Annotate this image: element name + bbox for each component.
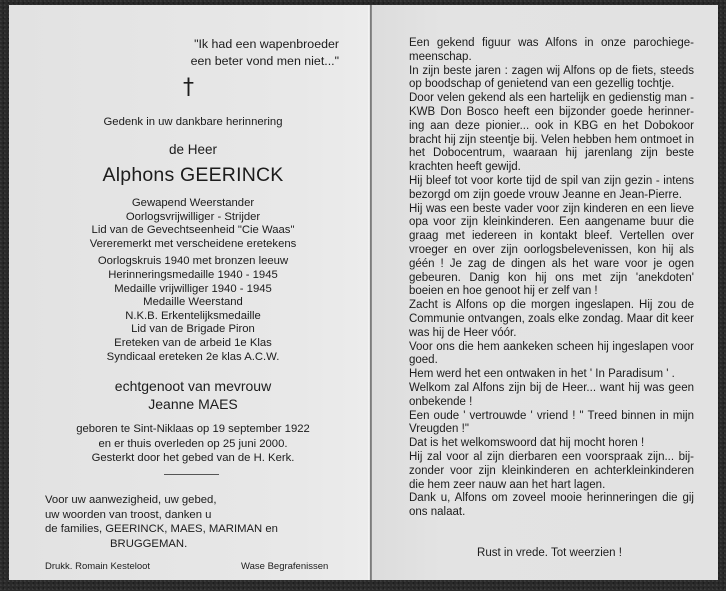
eulogy-paragraph: Hij bleef tot voor korte tijd de spil van zijn gezin - intens bezorgd om zijn goede vrouw Jeanne en Jean-Pierre.	[409, 174, 694, 201]
honor-item: Gewapend Weerstander	[131, 197, 255, 209]
honor-item: Herinneringsmedaille 1940 - 1945	[108, 268, 278, 281]
closing-line: Rust in vrede. Tot weerzien !	[477, 547, 622, 559]
quote-line: een beter vond men niet..."	[190, 54, 339, 68]
title-text: de Heer	[168, 142, 218, 157]
eulogy-paragraph: Dank u, Alfons om zoveel mooie herinneringen die gij ons nalaat.	[409, 492, 694, 519]
spouse-block	[9, 377, 377, 413]
death-line: en er thuis overleden op 25 juni 2000.	[98, 437, 288, 450]
honors-list	[9, 197, 377, 364]
printer-credit: Drukk. Romain Kesteloot	[45, 561, 151, 572]
eulogy-paragraph: Een oude ' vertrouwde ' vriend ! " Treed binnen in mijn Vreugden !"	[409, 409, 694, 436]
eulogy-paragraph: Voor ons die hem aankeken scheen hij ingeslapen voor goed.	[409, 340, 694, 367]
eulogy-paragraph: Zacht is Alfons op die morgen ingeslapen. Hij zou de Communie ontvangen, zoals elke zondag. Maar dit keer was hij de Heer vóór.	[409, 299, 694, 339]
thanks-block	[45, 493, 278, 551]
honor-item: Ereteken van de arbeid 1e Klas	[114, 336, 272, 349]
honor-item: Syndicaal ereteken 2e klas A.C.W.	[106, 350, 280, 363]
eulogy-paragraph: Hem werd het een ontwaken in het ' In Paradisum ' .	[409, 368, 675, 381]
separator-line	[164, 474, 219, 475]
honor-item: Medaille Weerstand	[143, 296, 243, 309]
eulogy-paragraph: Welkom zal Alfons zijn bij de Heer... want hij was geen onbekende !	[409, 381, 694, 408]
intro-text: Gedenk in uw dankbare herinnering	[103, 116, 283, 128]
eulogy-paragraph: In zijn beste jaren : zagen wij Alfons op de fiets, steeds op boodschap of genietend van een gezellig tochtje.	[409, 64, 694, 91]
deceased-name: Alphons GEERINCK	[102, 164, 284, 186]
funeral-home-credit: Wase Begrafenissen	[241, 561, 329, 572]
eulogy-paragraph: Door velen gekend als een hartelijk en gedienstig man - KWB Don Bosco heeft een bijzonder goede herinner-ing aan deze pionier... ook in KBG en het Dobokoor bracht hij zijn steentje bij. Velen hebben hem ontmoet in het Dobocentrum, waaraan hij jarenlang zijn beste krachten heeft gewijd.	[409, 92, 694, 174]
thanks-line: BRUGGEMAN.	[110, 537, 188, 550]
honor-item: Medaille vrijwilliger 1940 - 1945	[114, 282, 272, 295]
birth-death-block	[9, 422, 377, 466]
thanks-line: Voor uw aanwezigheid, uw gebed,	[45, 494, 217, 506]
honor-item: Lid van de Brigade Piron	[131, 323, 255, 336]
memorial-card	[9, 5, 718, 580]
spouse-intro: echtgenoot van mevrouw	[114, 378, 272, 394]
honor-item: Lid van de Gevechtseenheid "Cie Waas"	[91, 224, 295, 237]
thanks-line: uw woorden van troost, danken u	[45, 508, 212, 521]
opening-quote	[189, 36, 339, 70]
eulogy-paragraph: Hij was een beste vader voor zijn kinderen en een lieve opa voor zijn kleinkinderen. Een aangename buur die graag met iedereen in kontakt bleef. Vertellen over vroeger en over zijn oorlogsbelevenissen, kon hij als géén ! Je zag de dingen als het ware voor je ogen gebeuren. Danig kon hij ons met zijn 'anekdoten' boeien en hoe genoot hij er zelf van !	[409, 202, 694, 298]
thanks-line: de families, GEERINCK, MAES, MARIMAN en	[45, 523, 278, 536]
honor-item: Oorlogskruis 1940 met bronzen leeuw	[97, 255, 289, 268]
eulogy-paragraph: Hij zal voor al zijn dierbaren een voorspraak zijn... bij-zonder voor zijn kleinkinderen en achterkleinkinderen die hem zeer nauw aan het hart lagen.	[409, 450, 694, 491]
eulogy-text	[409, 37, 694, 520]
eulogy-paragraph: Een gekend figuur was Alfons in onze parochiege-meenschap.	[409, 37, 694, 63]
honor-item: Vereremerkt met verscheidene eretekens	[89, 237, 297, 250]
honor-item: N.K.B. Erkentelijksmedaille	[125, 309, 261, 322]
spouse-name: Jeanne MAES	[148, 396, 238, 412]
cross-icon: †	[183, 75, 194, 100]
sacrament-line: Gesterkt door het gebed van de H. Kerk.	[91, 452, 295, 465]
eulogy-paragraph: Dat is het welkomswoord dat hij mocht horen !	[409, 437, 645, 450]
honor-item: Oorlogsvrijwilliger - Strijder	[125, 210, 261, 223]
birth-line: geboren te Sint-Niklaas op 19 september 1922	[76, 423, 310, 435]
quote-line: "Ik had een wapenbroeder	[194, 37, 339, 51]
